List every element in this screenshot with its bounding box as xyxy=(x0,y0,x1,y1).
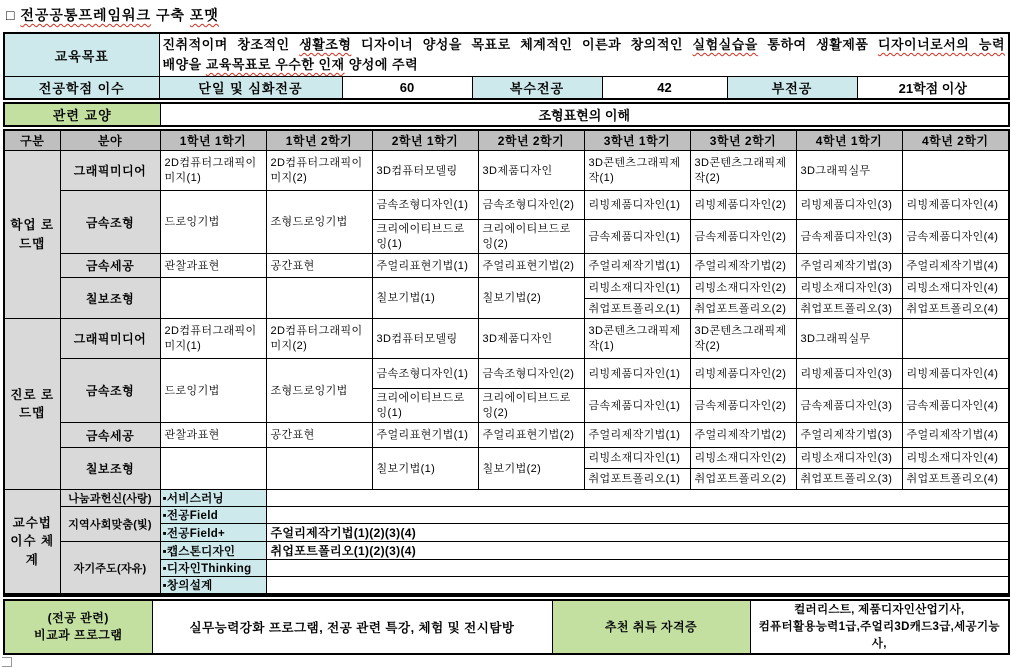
certificate-line: 컬러리스트, 제품디자인산업기사, xyxy=(794,604,965,617)
extracurricular-label-line: 비교과 프로그램 xyxy=(34,628,123,643)
course-cell: 주얼리표현기법(2) xyxy=(478,254,584,278)
course-cell: 금속제품디자인(4) xyxy=(902,389,1009,423)
double-major-credits: 42 xyxy=(602,77,727,100)
course-cell: 리빙소재디자인(3) xyxy=(796,278,902,299)
minor-credits: 21학점 이상 xyxy=(857,77,1009,100)
teaching-note xyxy=(266,507,1009,524)
course-cell: 리빙제품디자인(4) xyxy=(902,359,1009,389)
course-cell: 취업포트폴리오(1) xyxy=(584,299,690,319)
col-header-semester: 3학년 1학기 xyxy=(584,130,690,151)
course-cell: 금속제품디자인(1) xyxy=(584,220,690,254)
course-cell: 크리에이티브드로잉(2) xyxy=(478,389,584,423)
page-title xyxy=(6,5,1011,25)
field-label: 칠보조형 xyxy=(60,278,160,319)
section-academic-roadmap: 학업 로드맵 xyxy=(4,151,60,319)
goal-text: 디자이너 양성을 목표로 체계적인 이른과 창의적인 xyxy=(351,37,693,52)
col-header-semester: 4학년 1학기 xyxy=(796,130,902,151)
course-cell: 리빙소재디자인(2) xyxy=(690,448,796,469)
goal-text: 생활조형 xyxy=(299,37,352,52)
course-cell: 주얼리표현기법(1) xyxy=(372,423,478,448)
col-header-semester: 1학년 1학기 xyxy=(160,130,266,151)
col-header-semester: 2학년 1학기 xyxy=(372,130,478,151)
double-major-label: 복수전공 xyxy=(472,77,602,100)
course-cell: 금속제품디자인(3) xyxy=(796,389,902,423)
course-cell: 3D컴퓨터모델링 xyxy=(372,319,478,359)
course-cell: 취업포트폴리오(2) xyxy=(690,469,796,490)
course-cell: 리빙제품디자인(3) xyxy=(796,191,902,220)
course-cell: 취업포트폴리오(2) xyxy=(690,299,796,319)
liberal-arts-table xyxy=(3,102,1010,127)
course-cell: 리빙제품디자인(1) xyxy=(584,359,690,389)
extracurricular-label xyxy=(4,600,152,654)
title-text: 포맷 xyxy=(189,7,219,23)
course-cell: 2D컴퓨터그래픽이미지(1) xyxy=(160,319,266,359)
section-career-roadmap: 진로 로드맵 xyxy=(4,319,60,490)
course-cell: 칠보기법(1) xyxy=(372,448,478,490)
teaching-note: 취업포트폴리오(1)(2)(3)(4) xyxy=(266,542,1009,560)
course-cell: 3D제품디자인 xyxy=(478,151,584,191)
course-cell: 리빙제품디자인(2) xyxy=(690,191,796,220)
teaching-method: ▪전공Field xyxy=(160,507,266,524)
course-cell: 공간표현 xyxy=(266,254,372,278)
course-cell xyxy=(902,319,1009,359)
teaching-note xyxy=(266,490,1009,507)
course-cell: 리빙소재디자인(4) xyxy=(902,448,1009,469)
teaching-method: ▪전공Field+ xyxy=(160,524,266,542)
title-text: 구축 xyxy=(151,7,190,23)
field-label: 금속세공 xyxy=(60,254,160,278)
course-cell: 금속조형디자인(2) xyxy=(478,191,584,220)
teaching-group-label: 지역사회맞춤(빛) xyxy=(60,507,160,542)
course-cell: 금속제품디자인(4) xyxy=(902,220,1009,254)
course-cell: 3D그래픽실무 xyxy=(796,151,902,191)
course-cell: 취업포트폴리오(1) xyxy=(584,469,690,490)
course-cell: 주얼리제작기법(1) xyxy=(584,254,690,278)
roadmap-table xyxy=(3,129,1010,597)
course-cell: 크리에이티브드로잉(1) xyxy=(372,389,478,423)
course-cell: 리빙소재디자인(2) xyxy=(690,278,796,299)
col-header-gubun: 구분 xyxy=(4,130,60,151)
square-bullet-icon: □ xyxy=(6,7,16,23)
course-cell: 주얼리제작기법(3) xyxy=(796,423,902,448)
teaching-group-label: 자기주도(자유) xyxy=(60,542,160,596)
teaching-method: ▪창의설계 xyxy=(160,577,266,596)
course-cell: 리빙제품디자인(2) xyxy=(690,359,796,389)
course-cell: 조형드로잉기법 xyxy=(266,359,372,423)
recommended-certificates xyxy=(750,600,1009,654)
single-major-credits: 60 xyxy=(342,77,472,100)
course-cell: 주얼리제작기법(2) xyxy=(690,254,796,278)
field-label: 그래픽미디어 xyxy=(60,319,160,359)
course-cell: 3D그래픽실무 xyxy=(796,319,902,359)
field-label: 칠보조형 xyxy=(60,448,160,490)
certificate-line: 컴퓨터활용능력1급,주얼리3D캐드3급,세공기능사, xyxy=(758,620,1000,650)
goal-text: 진취적이며 창조적인 xyxy=(162,37,300,52)
course-cell: 드로잉기법 xyxy=(160,191,266,254)
goal-line-1 xyxy=(163,35,1006,55)
course-cell: 리빙소재디자인(4) xyxy=(902,278,1009,299)
liberal-arts-label: 관련 교양 xyxy=(4,103,160,126)
goal-text: 배양을 xyxy=(162,57,206,73)
goal-credits-table xyxy=(3,32,1010,100)
course-cell: 조형드로잉기법 xyxy=(266,191,372,254)
teaching-note xyxy=(266,577,1009,596)
course-cell: 2D컴퓨터그래픽이미지(2) xyxy=(266,319,372,359)
goal-text: 양성에 주력 xyxy=(344,57,419,73)
teaching-note xyxy=(266,560,1009,577)
course-cell xyxy=(902,151,1009,191)
teaching-group-label: 나눔과헌신(사랑) xyxy=(60,490,160,507)
minor-label: 부전공 xyxy=(727,77,857,100)
course-cell: 3D콘텐츠그래픽제작(1) xyxy=(584,151,690,191)
field-label: 금속조형 xyxy=(60,359,160,423)
course-cell: 리빙제품디자인(3) xyxy=(796,359,902,389)
course-cell: 주얼리제작기법(1) xyxy=(584,423,690,448)
course-cell: 크리에이티브드로잉(1) xyxy=(372,220,478,254)
col-header-semester: 3학년 2학기 xyxy=(690,130,796,151)
title-text: 전공공통프레임워크 xyxy=(20,7,152,23)
field-label: 금속세공 xyxy=(60,423,160,448)
extracurricular-programs: 실무능력강화 프로그램, 전공 관련 특강, 체험 및 전시탐방 xyxy=(152,600,552,654)
goal-text: 실험실습을 xyxy=(692,37,758,52)
course-cell: 리빙제품디자인(1) xyxy=(584,191,690,220)
goal-text: 통하여 생활제품 xyxy=(757,37,878,52)
major-credits-label: 전공학점 이수 xyxy=(4,77,159,100)
goal-text: 교육목표로 우수한 인재 xyxy=(205,57,345,73)
course-cell: 3D컴퓨터모델링 xyxy=(372,151,478,191)
col-header-semester: 2학년 2학기 xyxy=(478,130,584,151)
teaching-method: ▪디자인Thinking xyxy=(160,560,266,577)
extracurricular-label-line: (전공 관련) xyxy=(47,610,109,625)
course-cell xyxy=(160,278,266,319)
course-cell: 금속제품디자인(3) xyxy=(796,220,902,254)
col-header-semester: 1학년 2학기 xyxy=(266,130,372,151)
course-cell: 취업포트폴리오(3) xyxy=(796,469,902,490)
course-cell: 주얼리제작기법(4) xyxy=(902,423,1009,448)
course-cell: 주얼리제작기법(3) xyxy=(796,254,902,278)
teaching-method: ▪캡스톤디자인 xyxy=(160,542,266,560)
course-cell: 관찰과표현 xyxy=(160,423,266,448)
course-cell: 취업포트폴리오(3) xyxy=(796,299,902,319)
teaching-method: ▪서비스러닝 xyxy=(160,490,266,507)
course-cell xyxy=(160,448,266,490)
course-cell: 리빙소재디자인(1) xyxy=(584,448,690,469)
next-table-fragment xyxy=(2,657,12,667)
course-cell: 금속제품디자인(2) xyxy=(690,389,796,423)
course-cell: 3D콘텐츠그래픽제작(1) xyxy=(584,319,690,359)
education-goal-text xyxy=(159,33,1009,77)
course-cell: 공간표현 xyxy=(266,423,372,448)
course-cell: 리빙제품디자인(4) xyxy=(902,191,1009,220)
liberal-arts-value: 조형표현의 이해 xyxy=(160,103,1009,126)
course-cell: 드로잉기법 xyxy=(160,359,266,423)
recommended-certificates-label: 추천 취득 자격증 xyxy=(552,600,750,654)
course-cell: 주얼리표현기법(1) xyxy=(372,254,478,278)
course-cell: 주얼리표현기법(2) xyxy=(478,423,584,448)
course-cell: 2D컴퓨터그래픽이미지(1) xyxy=(160,151,266,191)
col-header-field: 분야 xyxy=(60,130,160,151)
field-label: 그래픽미디어 xyxy=(60,151,160,191)
single-major-label: 단일 및 심화전공 xyxy=(159,77,342,100)
field-label: 금속조형 xyxy=(60,191,160,254)
course-cell: 주얼리제작기법(4) xyxy=(902,254,1009,278)
goal-line-2 xyxy=(163,55,1006,75)
course-cell: 3D콘텐츠그래픽제작(2) xyxy=(690,319,796,359)
course-cell: 칠보기법(2) xyxy=(478,278,584,319)
course-cell xyxy=(266,448,372,490)
teaching-note: 주얼리제작기법(1)(2)(3)(4) xyxy=(266,524,1009,542)
course-cell: 칠보기법(1) xyxy=(372,278,478,319)
course-cell: 관찰과표현 xyxy=(160,254,266,278)
col-header-semester: 4학년 2학기 xyxy=(902,130,1009,151)
course-cell: 리빙소재디자인(3) xyxy=(796,448,902,469)
course-cell: 금속조형디자인(2) xyxy=(478,359,584,389)
footer-table xyxy=(3,599,1010,655)
education-goal-label: 교육목표 xyxy=(4,33,159,77)
course-cell: 3D콘텐츠그래픽제작(2) xyxy=(690,151,796,191)
goal-text: 디자이너로서의 능력 xyxy=(877,37,1006,52)
course-cell: 금속제품디자인(2) xyxy=(690,220,796,254)
course-cell: 3D제품디자인 xyxy=(478,319,584,359)
course-cell: 크리에이티브드로잉(2) xyxy=(478,220,584,254)
course-cell: 2D컴퓨터그래픽이미지(2) xyxy=(266,151,372,191)
section-teaching-method: 교수법 이수 체계 xyxy=(4,490,60,596)
course-cell: 금속조형디자인(1) xyxy=(372,359,478,389)
course-cell: 금속조형디자인(1) xyxy=(372,191,478,220)
course-cell: 취업포트폴리오(4) xyxy=(902,299,1009,319)
course-cell: 취업포트폴리오(4) xyxy=(902,469,1009,490)
course-cell: 칠보기법(2) xyxy=(478,448,584,490)
course-cell xyxy=(266,278,372,319)
course-cell: 리빙소재디자인(1) xyxy=(584,278,690,299)
course-cell: 금속제품디자인(1) xyxy=(584,389,690,423)
course-cell: 주얼리제작기법(2) xyxy=(690,423,796,448)
